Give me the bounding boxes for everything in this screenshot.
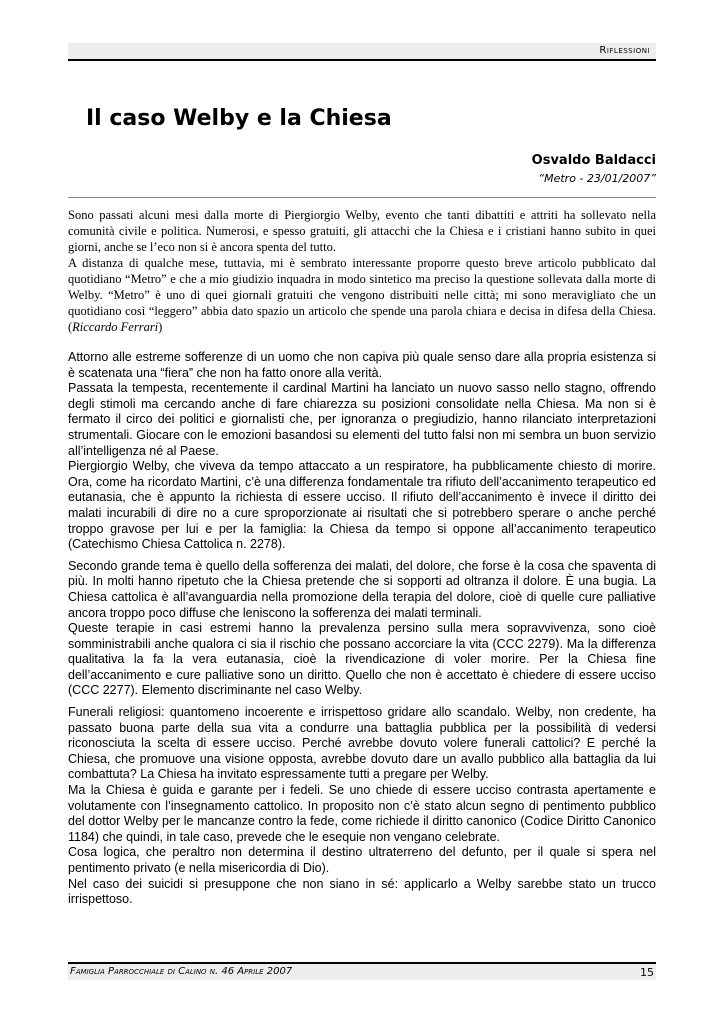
page-header-bar [68, 43, 656, 61]
body-paragraph: Attorno alle estreme sofferenze di un uomo che non capiva più quale senso dare alla propria esistenza si è scatenata una “fiera” che non ha fatto onore alla verità. [68, 350, 656, 380]
page-footer-bar [68, 962, 656, 980]
separator-rule [68, 197, 656, 198]
intro-closing: ) [158, 320, 163, 334]
article-source: “Metro - 23/01/2007” [538, 172, 656, 185]
body-paragraph: Passata la tempesta, recentemente il cardinal Martini ha lanciato un nuovo sasso nello stagno, offrendo degli stimoli ma cercando anche di fare chiarezza su posizioni consolidate nella Chiesa. Ma non si è fermato il circo dei politici e giornalisti che, per ignoranza o pregiudizio, hanno rilanciato interpretazioni strumentali. Giocare con le emozioni basandosi su elementi del tutto falsi non mi sembra un buon servizio all’intelligenza né al Paese. [68, 381, 656, 458]
intro-signature: Riccardo Ferrari [72, 320, 159, 334]
page-number: 15 [640, 966, 654, 979]
body-paragraph: Ma la Chiesa è guida e garante per i fedeli. Se uno chiede di essere ucciso contrasta apertamente e volutamente con l’insegnamento cattolico. In proposito non c’è stato alcun segno di pentimento pubblico del dottor Welby per le mancanze contro la fede, come richiede il diritto canonico (Codice Diritto Canonico 1184) che quindi, in tale caso, prevede che le esequie non vengano celebrate. [68, 783, 656, 844]
article-author: Osvaldo Baldacci [531, 153, 656, 168]
section-label: Riflessioni [599, 45, 650, 56]
body-paragraph: Secondo grande tema è quello della sofferenza dei malati, del dolore, che forse è la cosa che spaventa di più. In molti hanno ripetuto che la Chiesa pretende che si sopporti ad oltranza il dolore. È una bugia. La Chiesa cattolica è all’avanguardia nella promozione della terapia del dolore, cioè di quelle cure palliative ancora troppo poco diffuse che leniscono la sofferenza dei malati terminali. [68, 558, 656, 620]
intro-paragraph [68, 255, 656, 335]
article-title: Il caso Welby e la Chiesa [86, 106, 392, 131]
intro-text: A distanza di qualche mese, tuttavia, mi è sembrato interessante proporre questo breve articolo pubblicato dal quotidiano “Metro” e che a mio giudizio inquadra in modo sintetico ma preciso la questione sollevata dalla morte di Welby. “Metro” è uno di quei giornali gratuiti che vengono distribuiti nelle città; mi sono meravigliato che un quotidiano così “leggero” abbia dato spazio un articolo che spende una parola chiara e decisa in difesa della Chiesa. ( [68, 256, 656, 334]
article-body [68, 350, 656, 908]
body-paragraph: Piergiorgio Welby, che viveva da tempo attaccato a un respiratore, ha pubblicamente chiesto di morire. Ora, come ha ricordato Martini, c’è una differenza fondamentale tra rifiuto dell’accanimento terapeutico ed eutanasia, che è appunto la richiesta di essere ucciso. Il rifiuto dell’accanimento è invece il diritto dei malati incurabili di dire no a cure sproporzionate ai risultati che si potrebbero sperare o anche perché troppo gravose per lui e per la famiglia: la Chiesa da tempo si oppone all’accanimento terapeutico (Catechismo Chiesa Cattolica n. 2278). [68, 459, 656, 552]
body-paragraph: Funerali religiosi: quantomeno incoerente e irrispettoso gridare allo scandalo. Welby, non credente, ha passato buona parte della sua vita a condurre una battaglia pubblica per la possibilità di vedersi riconosciuta la scelta di essere ucciso. Perché avrebbe dovuto volere funerali cattolici? E perché la Chiesa, che promuove una visione opposta, avrebbe dovuto dare un avallo pubblico alla battaglia da lui combattuta? La Chiesa ha invitato espressamente tutti a pregare per Welby. [68, 705, 656, 782]
body-paragraph: Cosa logica, che peraltro non determina il destino ultraterreno del defunto, per il quale si spera nel pentimento privato (e nella misericordia di Dio). [68, 845, 656, 875]
intro-paragraph: Sono passati alcuni mesi dalla morte di Piergiorgio Welby, evento che tanti dibattiti e attriti ha sollevato nella comunità civile e politica. Numerosi, e spesso gratuiti, gli attacchi che la Chiesa e i cristiani hanno subito in quei giorni, anche se l’eco non si è ancora spenta del tutto. [68, 208, 656, 254]
body-paragraph: Queste terapie in casi estremi hanno la prevalenza persino sulla mera sopravvivenza, sono cioè somministrabili anche qualora ci sia il rischio che possano accorciare la vita (CCC 2279). Ma la differenza qualitativa la fa la vera eutanasia, cioè la rivendicazione di voler morire. Per la Chiesa fine dell’accanimento e cure palliative sono un diritto. Quello che non è accettato è chiedere di essere ucciso (CCC 2277). Elemento discriminante nel caso Welby. [68, 621, 656, 698]
publication-name: Famiglia Parrocchiale di Calino n. 46 Aprile 2007 [70, 966, 293, 977]
body-paragraph: Nel caso dei suicidi si presuppone che non siano in sé: applicarlo a Welby sarebbe stato un trucco irrispettoso. [68, 876, 656, 907]
editor-introduction [68, 207, 656, 335]
